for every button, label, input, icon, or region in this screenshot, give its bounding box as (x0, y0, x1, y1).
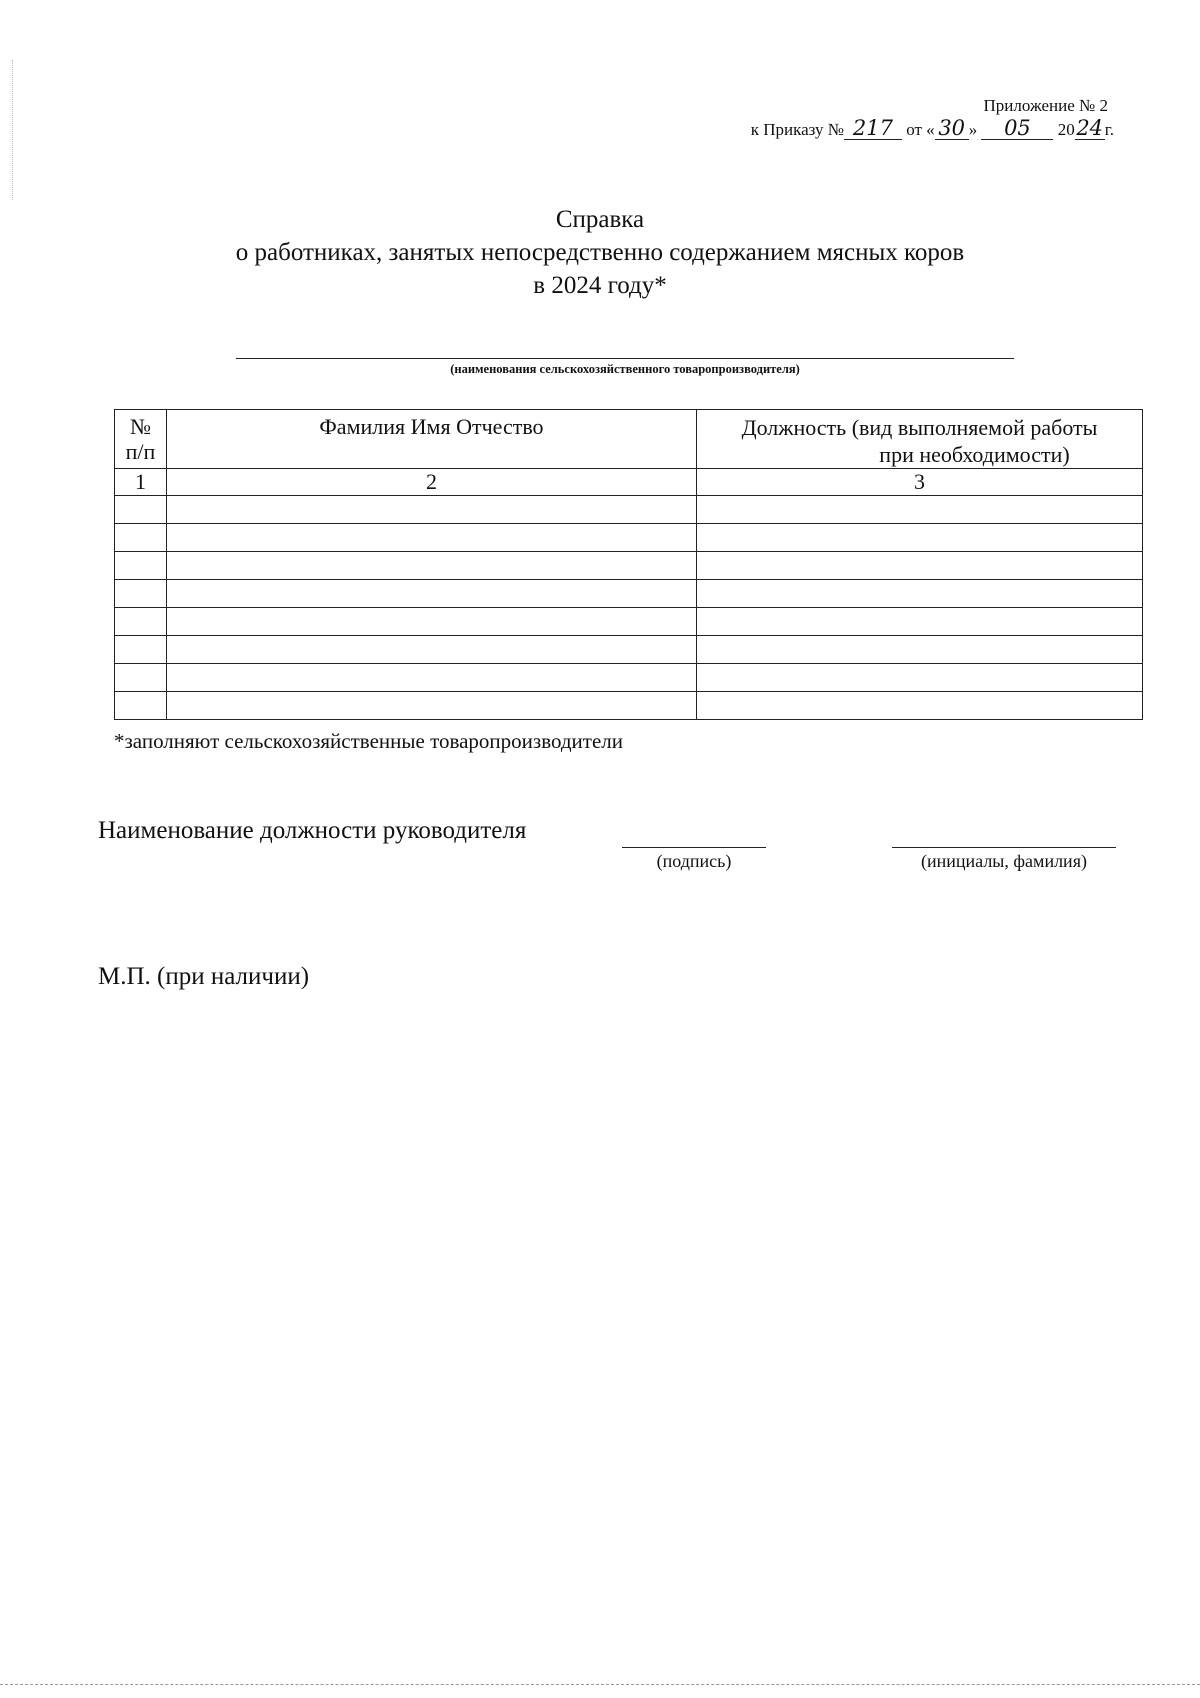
organization-caption: (наименования сельскохозяйственного товаропроизводителя) (450, 362, 800, 376)
year-prefix: 20 (1057, 120, 1075, 139)
scan-margin-mark (12, 60, 14, 200)
title-line-1: Справка (555, 206, 645, 233)
position-cell[interactable] (697, 608, 1143, 636)
position-cell[interactable] (697, 524, 1143, 552)
table-row (115, 496, 1143, 524)
title-line-2: о работниках, занятых непосредственно содержанием мясных коров (235, 239, 965, 266)
head-position-label: Наименование должности руководителя (98, 817, 527, 844)
full-name-cell[interactable] (167, 664, 697, 692)
table-row (115, 636, 1143, 664)
order-year-handwritten: 24 (1076, 116, 1104, 140)
order-day-handwritten: 30 (935, 117, 969, 140)
order-prefix: к Приказу № (750, 120, 844, 139)
position-cell[interactable] (697, 636, 1143, 664)
row-number-cell[interactable] (115, 524, 167, 552)
year-suffix: г. (1104, 120, 1114, 139)
table-row (115, 524, 1143, 552)
full-name-cell[interactable] (167, 580, 697, 608)
row-number-cell[interactable] (115, 692, 167, 720)
header-position-line-2: при необходимости) (879, 442, 1070, 467)
header-number-sign: № (130, 414, 151, 439)
footnote: *заполняют сельскохозяйственные товаропроизводители (114, 729, 624, 753)
order-month-handwritten: 05 (981, 117, 1053, 140)
header-position-line-1: Должность (вид выполняемой работы (741, 415, 1098, 440)
title-line-3: в 2024 году* (533, 272, 667, 299)
initials-surname-caption: (инициалы, фамилия) (921, 851, 1087, 871)
scan-bottom-edge (0, 1683, 1200, 1685)
full-name-cell[interactable] (167, 496, 697, 524)
table-row (115, 664, 1143, 692)
from-word: от « (906, 120, 935, 139)
column-index-2: 2 (167, 469, 697, 496)
full-name-cell[interactable] (167, 552, 697, 580)
initials-surname-field[interactable] (892, 846, 1116, 848)
table-row (115, 608, 1143, 636)
position-cell[interactable] (697, 580, 1143, 608)
signature-caption: (подпись) (656, 851, 732, 871)
row-number-cell[interactable] (115, 580, 167, 608)
row-number-cell[interactable] (115, 496, 167, 524)
position-cell[interactable] (697, 496, 1143, 524)
table-row (115, 692, 1143, 720)
table-row (115, 580, 1143, 608)
row-number-cell[interactable] (115, 552, 167, 580)
order-number-handwritten: 217 (844, 117, 902, 140)
position-cell[interactable] (697, 692, 1143, 720)
seal-place-label: М.П. (при наличии) (98, 963, 310, 990)
header-number (115, 410, 167, 469)
column-index-3: 3 (697, 469, 1143, 496)
row-number-cell[interactable] (115, 608, 167, 636)
header-number-abbr: п/п (125, 439, 156, 464)
position-cell[interactable] (697, 552, 1143, 580)
full-name-cell[interactable] (167, 524, 697, 552)
column-index-row (115, 469, 1143, 496)
appendix-label: Приложение № 2 (983, 96, 1108, 115)
header-position (697, 410, 1143, 469)
header-full-name: Фамилия Имя Отчество (167, 410, 697, 469)
position-cell[interactable] (697, 664, 1143, 692)
day-close-quote: » (968, 120, 978, 139)
row-number-cell[interactable] (115, 664, 167, 692)
full-name-cell[interactable] (167, 636, 697, 664)
signature-field[interactable] (622, 846, 766, 848)
full-name-cell[interactable] (167, 608, 697, 636)
table-row (115, 552, 1143, 580)
table-header-row (115, 410, 1143, 469)
staff-table (114, 409, 1143, 720)
order-reference (751, 117, 1114, 140)
document-title (0, 203, 1200, 302)
column-index-1: 1 (115, 469, 167, 496)
full-name-cell[interactable] (167, 692, 697, 720)
organization-name-field[interactable] (236, 357, 1014, 359)
row-number-cell[interactable] (115, 636, 167, 664)
